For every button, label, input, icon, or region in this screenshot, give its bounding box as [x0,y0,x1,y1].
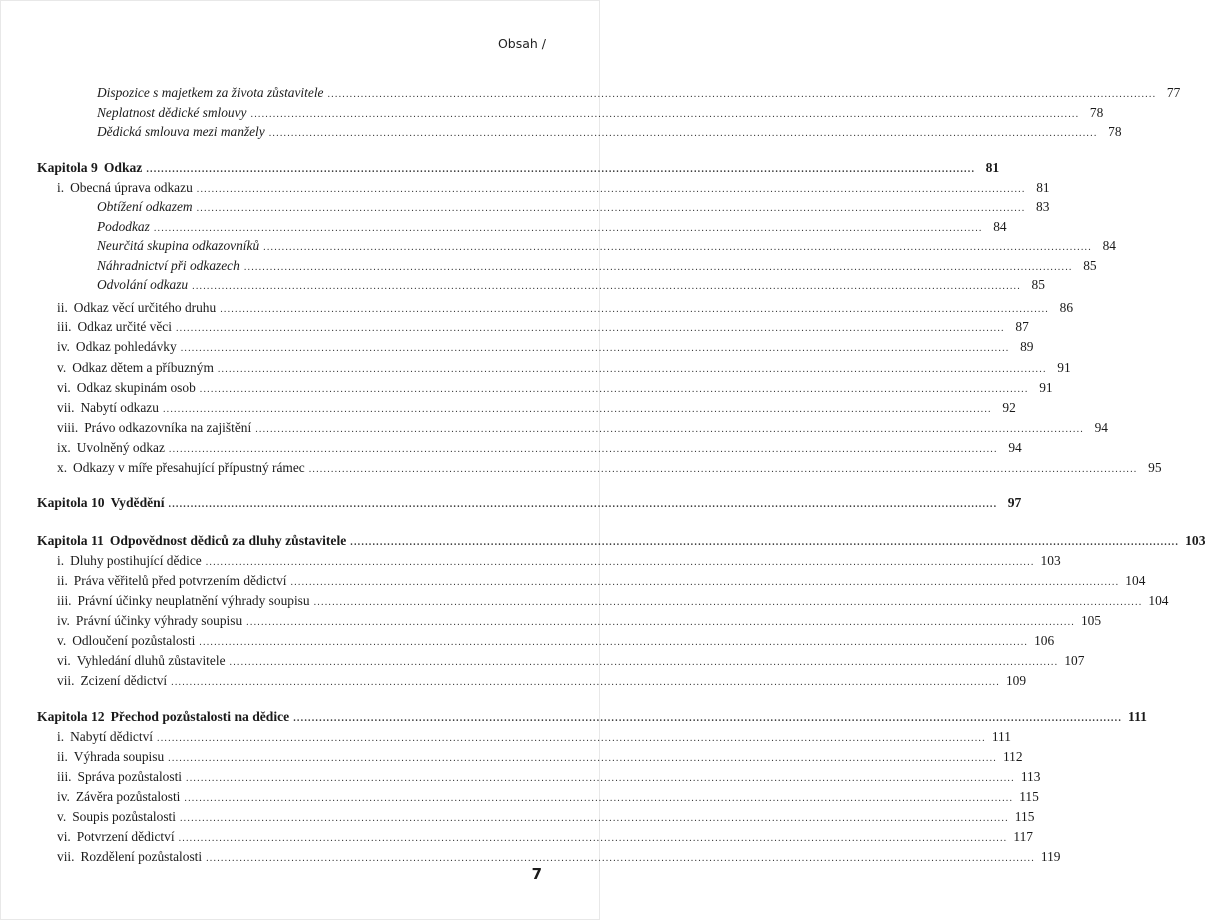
toc-entry-number: iv. [57,339,70,354]
toc-section-entry[interactable] [0,418,1108,438]
toc-entry-title: Odkaz věcí určitého druhu [73,300,217,315]
toc-page-number: 104 [1125,573,1146,588]
toc-subsection-entry[interactable] [0,122,1122,142]
toc-entry-number: vii. [57,400,75,415]
toc-entry-title: Přechod pozůstalosti na dědice [110,709,290,724]
toc-entry-title: Náhradnictví při odkazech [97,258,240,273]
toc-entry-title: Odkaz určité věci [77,319,172,334]
toc-section-entry[interactable] [0,827,1033,847]
toc-section-entry[interactable] [0,611,1102,631]
toc-page-number: 97 [1007,495,1022,510]
toc-entry-label [57,298,220,318]
toc-entry-label [57,727,157,747]
dot-leader [263,238,1092,258]
toc-entry-title: Neplatnost dědické smlouvy [97,105,247,120]
toc-chapter-entry[interactable] [0,707,1147,727]
dot-leader [309,460,1138,480]
toc-entry-title: Uvolněný odkaz [76,440,165,455]
toc-entry-label [57,458,309,478]
toc-entry-title: Pododkaz [97,219,150,234]
toc-page-number: 117 [1013,829,1033,844]
toc-entry-title: Odkaz dětem a příbuzným [72,360,214,375]
toc-entry-label [37,707,293,727]
toc-entry-number: Kapitola 9 [37,160,98,175]
toc-entry-title: Vyhledání dluhů zůstavitele [76,653,226,668]
toc-entry-number: iv. [57,613,70,628]
toc-entry-number: vi. [57,829,71,844]
toc-entry-number: Kapitola 11 [37,533,104,548]
toc-entry-title: Správa pozůstalosti [77,769,183,784]
dot-leader [171,673,1000,693]
toc-entry-title: Obecná úprava odkazu [70,180,193,195]
toc-page-number: 78 [1089,105,1104,120]
dot-leader [200,380,1029,400]
toc-entry-title: Právní účinky neuplatnění výhrady soupisu [77,593,310,608]
toc-page-number: 78 [1108,124,1122,139]
toc-entry-number: vi. [57,653,71,668]
toc-entry-title: Zcizení dědictví [80,673,168,688]
toc-page-number: 104 [1148,593,1169,608]
toc-entry-label [57,827,179,847]
dot-leader [169,495,998,515]
dot-leader [218,360,1047,380]
toc-entry-label [57,317,176,337]
toc-subsection-entry[interactable] [0,103,1104,123]
toc-entry-title: Odkaz pohledávky [75,339,177,354]
toc-section-entry[interactable] [0,438,1022,458]
toc-entry-label [57,358,218,378]
dot-leader [180,809,1009,829]
toc-subsection-entry[interactable] [0,83,1181,103]
toc-chapter-entry[interactable] [0,493,1022,513]
toc-entry-title: Nabytí odkazu [80,400,159,415]
toc-entry-label [57,571,290,591]
toc-section-entry[interactable] [0,767,1041,787]
toc-entry-label [57,651,230,671]
toc-entry-number: iii. [57,593,72,608]
toc-section-entry[interactable] [0,337,1034,357]
toc-entry-title: Odvolání odkazu [97,277,189,292]
toc-subsection-entry[interactable] [0,236,1116,256]
toc-entry-title: Odkaz [103,160,143,175]
toc-entry-label [57,398,163,418]
toc-entry-label [97,256,244,276]
toc-page-number: 91 [1039,380,1053,395]
toc-page-number: 112 [1002,749,1023,764]
toc-subsection-entry[interactable] [0,256,1097,276]
toc-entry-label [97,103,251,123]
dot-leader [269,124,1098,144]
dot-leader [157,729,986,749]
toc-entry-title: Výhrada soupisu [73,749,165,764]
dot-leader [169,440,998,460]
dot-leader [327,85,1156,105]
toc-entry-title: Práva věřitelů před potvrzením dědictví [73,573,287,588]
toc-section-entry[interactable] [0,571,1146,591]
dot-leader [181,339,1010,359]
toc-page-number: 94 [1008,440,1022,455]
toc-entry-label [57,418,255,438]
dot-leader [199,633,1028,653]
toc-entry-label [57,551,206,571]
toc-entry-label [37,531,350,551]
toc-page-number: 81 [1036,180,1050,195]
toc-entry-title: Závěra pozůstalosti [75,789,181,804]
toc-entry-number: vii. [57,849,75,864]
toc-page-number: 115 [1019,789,1039,804]
toc-entry-label [57,807,180,827]
toc-page-number: 103 [1040,553,1061,568]
toc-entry-label [57,378,200,398]
toc-entry-label [57,591,314,611]
toc-section-entry[interactable] [0,631,1055,651]
toc-section-entry[interactable] [0,787,1039,807]
toc-section-entry[interactable] [0,671,1027,691]
toc-entry-number: v. [57,360,67,375]
toc-section-entry[interactable] [0,398,1016,418]
toc-entry-label [57,747,168,767]
toc-entry-title: Právo odkazovníka na zajištění [84,420,252,435]
dot-leader [255,420,1084,440]
dot-leader [230,653,1059,673]
dot-leader [290,573,1119,593]
dot-leader [246,613,1075,633]
toc-entry-number: x. [57,460,68,475]
toc-page-number: 86 [1059,300,1074,315]
toc-entry-number: i. [57,180,65,195]
dot-leader [163,400,992,420]
dot-leader [206,553,1035,573]
toc-page-number: 115 [1014,809,1035,824]
toc-entry-label [57,787,184,807]
toc-section-entry[interactable] [0,847,1061,867]
toc-entry-label [57,438,169,458]
toc-entry-number: iv. [57,789,70,804]
toc-entry-number: ix. [57,440,71,455]
toc-chapter-entry[interactable] [0,158,1000,178]
toc-entry-number: viii. [57,420,79,435]
toc-entry-label [57,767,186,787]
toc-entry-title: Nabytí dědictví [70,729,154,744]
toc-chapter-entry[interactable] [0,531,1205,551]
toc-entry-title: Právní účinky výhrady soupisu [75,613,243,628]
toc-entry-number: Kapitola 12 [37,709,105,724]
toc-page-number: 84 [1102,238,1116,253]
dot-leader [146,160,975,180]
toc-page-number: 111 [1128,709,1147,724]
dot-leader [314,593,1143,613]
dot-leader [197,199,1026,219]
toc-page-number: 111 [991,729,1011,744]
toc-entry-label [37,493,169,513]
toc-page-number: 105 [1080,613,1102,628]
toc-subsection-entry[interactable] [0,275,1045,295]
toc-subsection-entry[interactable] [0,217,1007,237]
toc-entry-title: Odkaz skupinám osob [76,380,196,395]
toc-entry-number: ii. [57,300,68,315]
toc-page-number: 83 [1036,199,1050,214]
toc-section-entry[interactable] [0,651,1085,671]
toc-section-entry[interactable] [0,458,1162,478]
toc-entry-number: v. [57,633,67,648]
toc-entry-label [57,847,206,867]
toc-entry-label [97,275,192,295]
toc-section-entry[interactable] [0,591,1169,611]
dot-leader [192,277,1021,297]
toc-entry-title: Odpovědnost dědiců za dluhy zůstavitele [109,533,347,548]
toc-entry-label [57,611,246,631]
page-number: 7 [531,865,542,883]
toc-entry-title: Dispozice s majetkem za života zůstavitele [97,85,324,100]
toc-entry-number: iii. [57,769,72,784]
toc-entry-number: ii. [57,749,68,764]
toc-page-number: 81 [985,160,1000,175]
toc-section-entry[interactable] [0,747,1023,767]
toc-section-entry[interactable] [0,298,1074,318]
toc-entry-label [57,178,197,198]
toc-subsection-entry[interactable] [0,197,1050,217]
dot-leader [184,789,1013,809]
toc-page-number: 89 [1020,339,1034,354]
dot-leader [179,829,1008,849]
running-head: Obsah / [497,36,546,51]
toc-entry-number: v. [57,809,67,824]
toc-section-entry[interactable] [0,317,1029,337]
toc-entry-label [57,631,199,651]
dot-leader [176,319,1005,339]
toc-entry-title: Odkazy v míře přesahující přípustný rámec [73,460,305,475]
toc-entry-number: ii. [57,573,68,588]
toc-entry-number: i. [57,729,65,744]
toc-entry-label [97,236,263,256]
toc-entry-title: Dědická smlouva mezi manžely [97,124,265,139]
toc-page-number: 94 [1094,420,1108,435]
toc-entry-title: Obtížení odkazem [97,199,193,214]
toc-page-number: 119 [1040,849,1061,864]
toc-page-number: 103 [1185,533,1205,548]
toc-entry-label [57,337,181,357]
toc-entry-label [97,197,197,217]
toc-entry-number: vii. [57,673,75,688]
toc-entry-title: Odloučení pozůstalosti [72,633,196,648]
toc-page-number: 85 [1083,258,1097,273]
toc-section-entry[interactable] [0,807,1035,827]
toc-entry-number: vi. [57,380,71,395]
toc-section-entry[interactable] [0,178,1050,198]
toc-entry-title: Dluhy postihující dědice [70,553,202,568]
toc-entry-title: Potvrzení dědictví [76,829,175,844]
dot-leader [186,769,1015,789]
toc-entry-label [97,122,269,142]
toc-page-number: 84 [993,219,1007,234]
toc-entry-number: Kapitola 10 [37,495,105,510]
dot-leader [293,709,1122,729]
toc-page-number: 77 [1166,85,1181,100]
toc-entry-label [97,217,154,237]
toc-entry-title: Soupis pozůstalosti [72,809,176,824]
toc-entry-title: Neurčitá skupina odkazovníků [97,238,260,253]
toc-page-number: 107 [1064,653,1085,668]
toc-entry-label [37,158,146,178]
toc-section-entry[interactable] [0,551,1061,571]
toc-page-number: 106 [1034,633,1055,648]
toc-page-number: 85 [1031,277,1045,292]
toc-entry-number: iii. [57,319,72,334]
toc-page-number: 91 [1057,360,1071,375]
dot-leader [350,533,1179,553]
toc-page-number: 113 [1020,769,1041,784]
toc-page-number: 92 [1002,400,1016,415]
dot-leader [168,749,997,769]
toc-entry-label [57,671,171,691]
dot-leader [206,849,1035,869]
toc-entry-title: Vydědění [110,495,165,510]
toc-section-entry[interactable] [0,358,1071,378]
toc-entry-title: Rozdělení pozůstalosti [80,849,203,864]
toc-entry-label [97,83,327,103]
toc-page-number: 95 [1148,460,1162,475]
toc-entry-number: i. [57,553,65,568]
toc-section-entry[interactable] [0,378,1053,398]
toc-page-number: 109 [1005,673,1027,688]
toc-page-number: 87 [1015,319,1029,334]
toc-section-entry[interactable] [0,727,1011,747]
